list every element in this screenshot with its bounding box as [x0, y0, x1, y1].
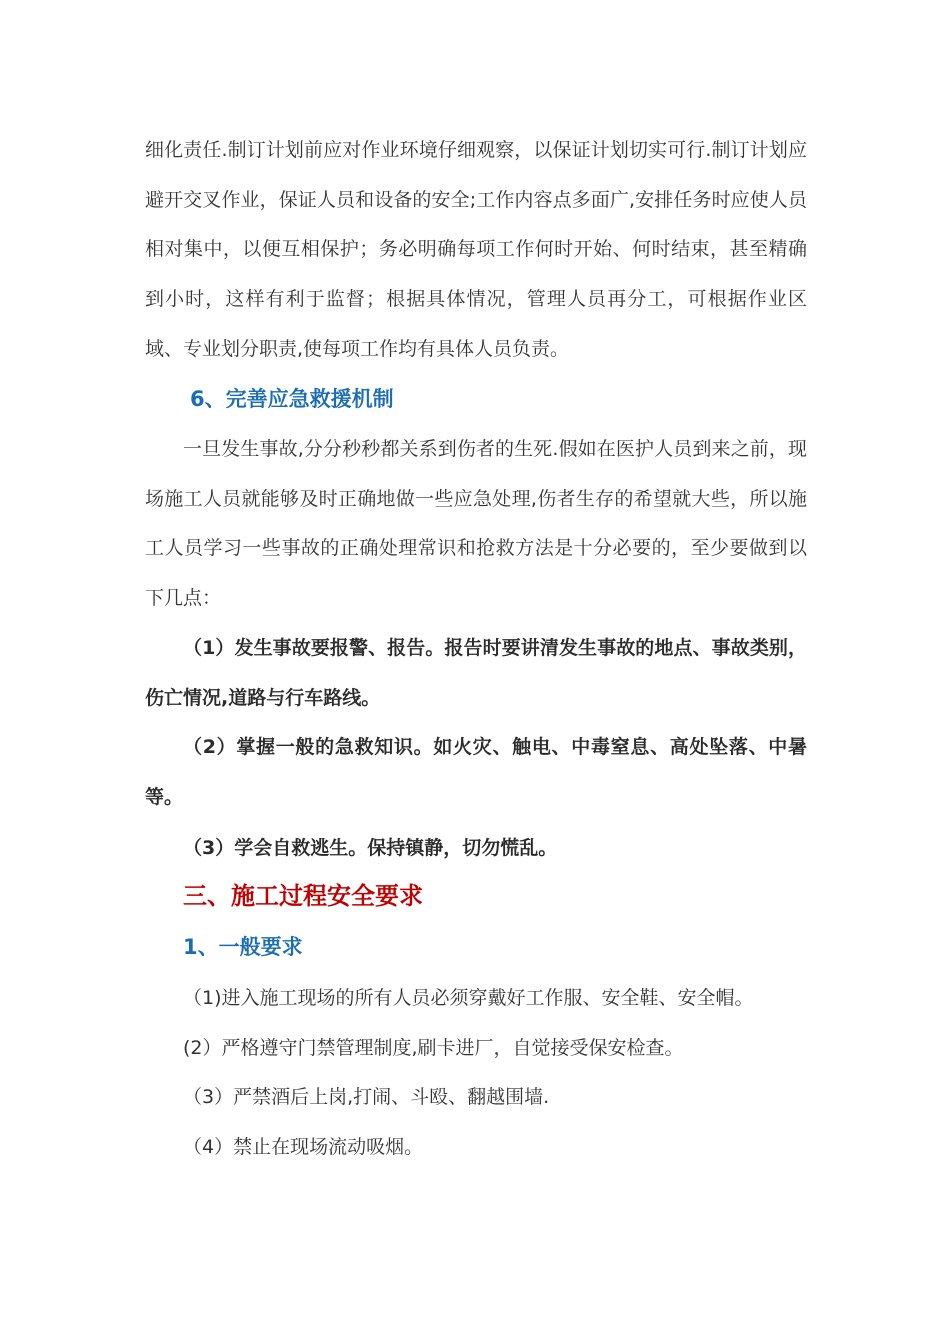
requirement-item-4: （4）禁止在现场流动吸烟。: [183, 1136, 424, 1158]
chapter-heading-construction-safety: 三、施工过程安全要求: [183, 882, 423, 910]
requirement-item-3: （3）严禁酒后上岗,打闹、斗殴、翻越围墙.: [183, 1086, 550, 1108]
list-item-self-rescue: （3）学会自救逃生。保持镇静，切勿慌乱。: [183, 837, 558, 859]
list-item-report-accident: （1）发生事故要报警、报告。报告时要讲清发生事故的地点、事故类别，伤亡情况,道路与行车路线。: [145, 637, 807, 709]
section-heading-emergency-rescue: 6、完善应急救援机制: [190, 387, 394, 411]
requirement-item-2: (2）严格遵守门禁管理制度,刷卡进厂，自觉接受保安检查。: [183, 1037, 684, 1059]
list-item-first-aid-knowledge: （2）掌握一般的急救知识。如火灾、触电、中毒窒息、高处坠落、中暑等。: [145, 736, 807, 808]
section-heading-general-requirements: 1、一般要求: [183, 935, 303, 959]
requirement-item-1: （1)进入施工现场的所有人员必须穿戴好工作服、安全鞋、安全帽。: [183, 987, 754, 1009]
paragraph-plan-responsibility: 细化责任.制订计划前应对作业环境仔细观察，以保证计划切实可行.制订计划应避开交叉作业，保证人员和设备的安全;工作内容点多面广,安排任务时应使人员相对集中，以便互相保护；务必明确每项工作何时开始、何时结束，甚至精确到小时，这样有利于监督；根据具体情况，管理人员再分工，可根据作业区域、专业划分职责,使每项工作均有具体人员负责。: [145, 139, 807, 360]
paragraph-emergency-intro: 一旦发生事故,分分秒秒都关系到伤者的生死.假如在医护人员到来之前，现场施工人员就能够及时正确地做一些应急处理,伤者生存的希望就大些，所以施工人员学习一些事故的正确处理常识和抢救方法是十分必要的，至少要做到以下几点：: [145, 438, 807, 610]
